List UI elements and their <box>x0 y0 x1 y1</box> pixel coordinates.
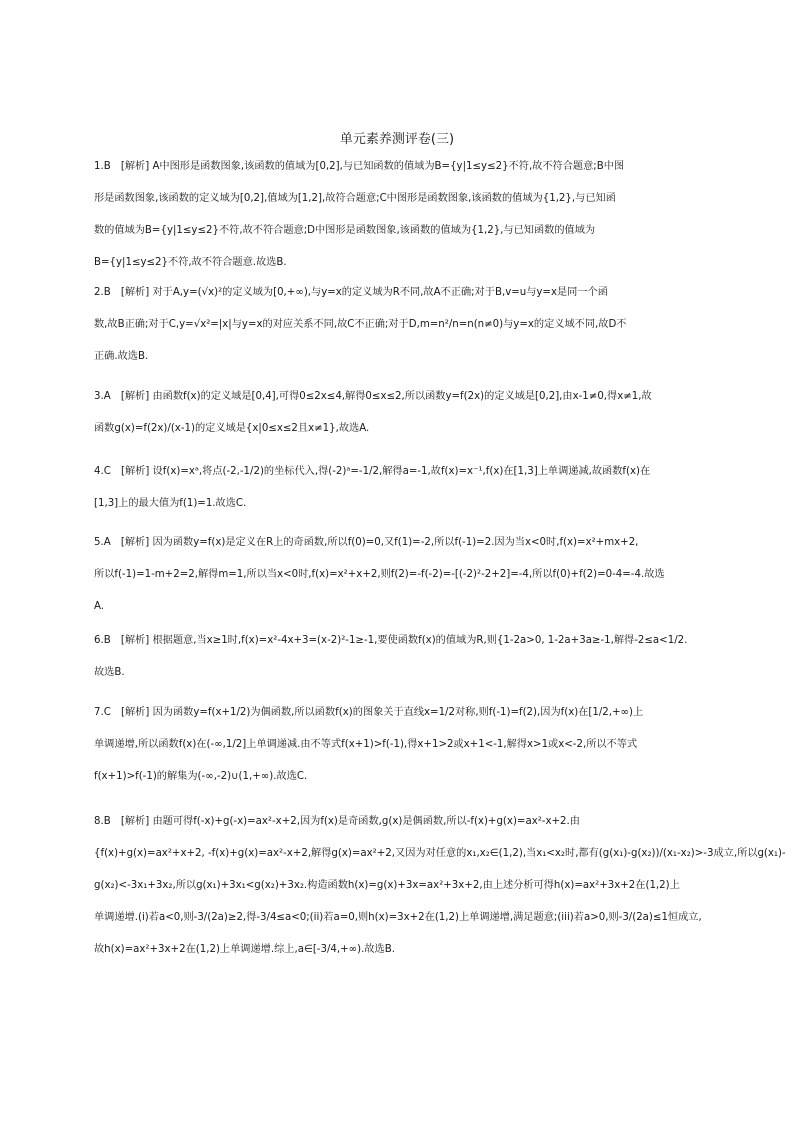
answer-line: A. <box>94 601 105 612</box>
answer-line: 故选B. <box>94 667 125 678</box>
answer-3 <box>94 390 706 436</box>
answer-line: {f(x)+g(x)=ax²+x+2, -f(x)+g(x)=ax²-x+2,解得g(x)=ax²+2,又因为对任意的x₁,x₂∈(1,2),当x₁<x₂时,都有(g(x₁)-g(x₂))/(x₁-x₂)>-3成立,所以g(x₁)- <box>94 848 786 859</box>
answer-line: 6.B [解析] 根据题意,当x≥1时,f(x)=x²-4x+3=(x-2)²-1≥-1,要使函数f(x)的值域为R,则{1-2a>0, 1-2a+3a≥-1,解得-2≤a<1/2. <box>94 635 688 646</box>
answer-line: 数,故B正确;对于C,y=√x²=|x|与y=x的对应关系不同,故C不正确;对于D,m=n²/n=n(n≠0)与y=x的定义域不同,故D不 <box>94 319 627 330</box>
answer-line: 所以f(-1)=1-m+2=2,解得m=1,所以当x<0时,f(x)=x²+x+2,则f(2)=-f(-2)=-[(-2)²-2+2]=-4,所以f(0)+f(2)=0-4=-4.故选 <box>94 569 665 580</box>
answer-line: [1,3]上的最大值为f(1)=1.故选C. <box>94 498 247 509</box>
answer-line: 3.A [解析] 由函数f(x)的定义域是[0,4],可得0≤2x≤4,解得0≤x≤2,所以函数y=f(2x)的定义域是[0,2],由x-1≠0,得x≠1,故 <box>94 391 652 402</box>
answer-line: f(x+1)>f(-1)的解集为(-∞,-2)∪(1,+∞).故选C. <box>94 771 308 782</box>
answer-line: 2.B [解析] 对于A,y=(√x)²的定义域为[0,+∞),与y=x的定义域为R不同,故A不正确;对于B,v=u与y=x是同一个函 <box>94 287 608 298</box>
answer-line: 函数g(x)=f(2x)/(x-1)的定义域是{x|0≤x≤2且x≠1},故选A. <box>94 423 370 434</box>
answer-line: 形是函数图象,该函数的定义域为[0,2],值域为[1,2],故符合题意;C中图形是函数图象,该函数的值域为{1,2},与已知函 <box>94 193 616 204</box>
answer-line: 5.A [解析] 因为函数y=f(x)是定义在R上的奇函数,所以f(0)=0,又f(1)=-2,所以f(-1)=2.因为当x<0时,f(x)=x²+mx+2, <box>94 537 639 548</box>
answer-5 <box>94 536 706 614</box>
answer-line: B={y|1≤y≤2}不符,故不符合题意.故选B. <box>94 257 287 268</box>
answer-line: 数的值域为B={y|1≤y≤2}不符,故不符合题意;D中图形是函数图象,该函数的值域为{1,2},与已知函数的值域为 <box>94 225 596 236</box>
answer-1 <box>94 160 706 270</box>
answer-line: 正确.故选B. <box>94 351 149 362</box>
answer-line: 7.C [解析] 因为函数y=f(x+1/2)为偶函数,所以函数f(x)的图象关于直线x=1/2对称,则f(-1)=f(2),因为f(x)在[1/2,+∞)上 <box>94 707 644 718</box>
answer-line: 4.C [解析] 设f(x)=xᵃ,将点(-2,-1/2)的坐标代入,得(-2)ᵃ=-1/2,解得a=-1,故f(x)=x⁻¹,f(x)在[1,3]上单调递减,故函数f(x)在 <box>94 466 651 477</box>
answer-line: 单调递增.(i)若a<0,则-3/(2a)≥2,得-3/4≤a<0;(ii)若a=0,则h(x)=3x+2在(1,2)上单调递增,满足题意;(iii)若a>0,则-3/(2a)≤1恒成立, <box>94 912 702 923</box>
answer-line: 故h(x)=ax²+3x+2在(1,2)上单调递增.综上,a∈[-3/4,+∞).故选B. <box>94 944 395 955</box>
page-title: 单元素养测评卷(三) <box>339 132 455 147</box>
answer-line: 8.B [解析] 由题可得f(-x)+g(-x)=ax²-x+2,因为f(x)是奇函数,g(x)是偶函数,所以-f(x)+g(x)=ax²-x+2.由 <box>94 816 580 827</box>
answer-8 <box>94 815 786 957</box>
answer-2 <box>94 286 706 364</box>
answer-4 <box>94 465 706 511</box>
answer-line: 单调递增,所以函数f(x)在(-∞,1/2]上单调递减.由不等式f(x+1)>f(-1),得x+1>2或x+1<-1,解得x>1或x<-2,所以不等式 <box>94 739 638 750</box>
answer-line: g(x₂)<-3x₁+3x₂,所以g(x₁)+3x₁<g(x₂)+3x₂.构造函数h(x)=g(x)+3x=ax²+3x+2,由上述分析可得h(x)=ax²+3x+2在(1,2)上 <box>94 880 680 891</box>
answer-7 <box>94 706 706 784</box>
answer-line: 1.B [解析] A中图形是函数图象,该函数的值域为[0,2],与已知函数的值域为B={y|1≤y≤2}不符,故不符合题意;B中图 <box>94 161 625 172</box>
answer-6 <box>94 634 706 680</box>
